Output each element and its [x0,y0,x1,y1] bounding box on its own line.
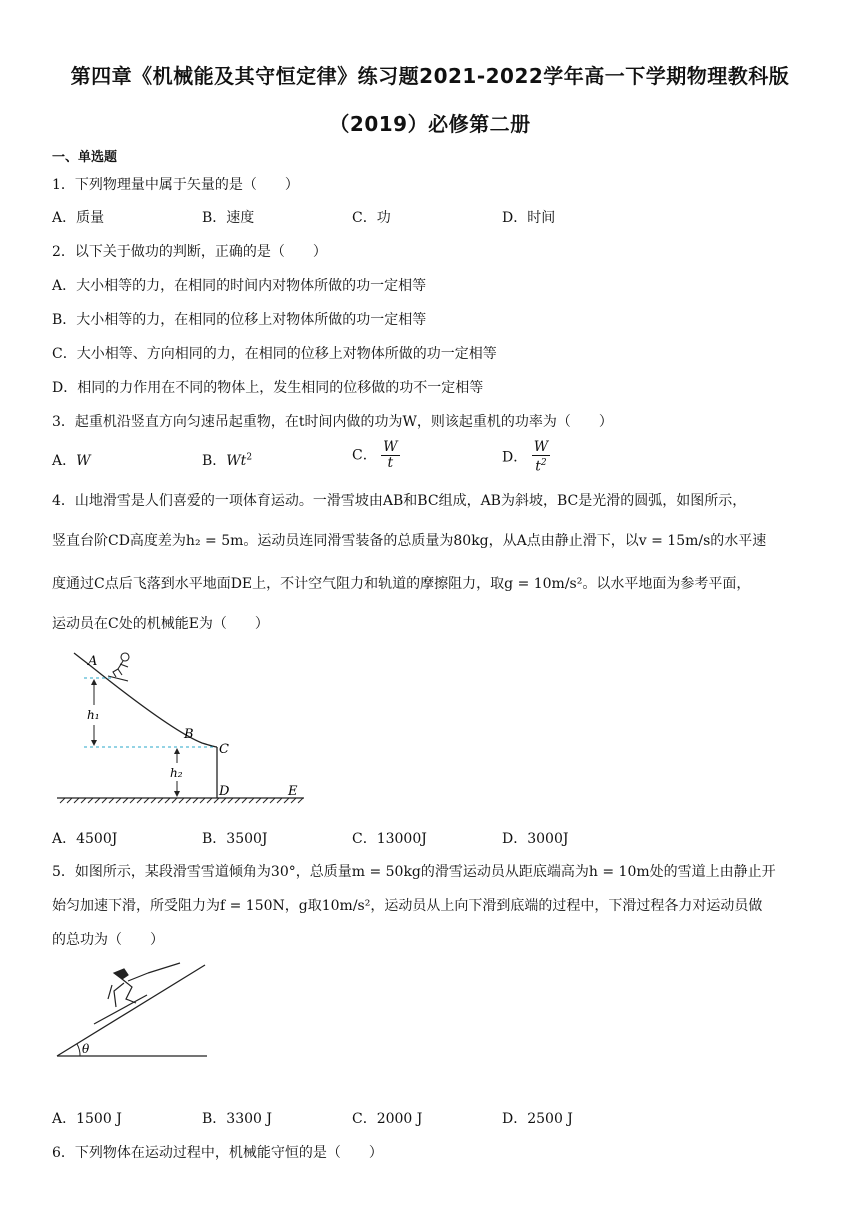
question-1-option-b: B．速度 [202,210,255,226]
question-3-option-b: B．Wt$^2$ [202,452,253,469]
document-title-line-1: 第四章《机械能及其守恒定律》练习题2021-2022学年高一下学期物理教科版 [70,64,790,88]
label-a: A [88,654,98,669]
skier-icon [108,653,129,681]
label-b: B [184,727,194,742]
question-3-stem: 3．起重机沿竖直方向匀速吊起重物，在t时间内做的功为W，则该起重机的功率为（ ） [52,414,613,430]
fraction-w-over-t: $\frac{W}{t}$ [383,439,398,471]
question-2-stem: 2．以下关于做功的判断，正确的是（ ） [52,244,327,260]
question-5-line-3: 的总功为（ ） [52,932,164,948]
fraction-w-over-t-squared: $\frac{W}{t^2}$ [533,439,549,475]
question-4-line-3: 度通过C点后飞落到水平地面DE上，不计空气阻力和轨道的摩擦阻力，取g = 10m/s²。以水平地面为参考平面， [52,576,751,592]
question-5-option-d: D．2500 J [502,1111,573,1127]
question-1-option-d: D．时间 [502,210,556,226]
angle-arc [77,1044,80,1056]
question-2-option-b: B．大小相等的力，在相同的位移上对物体所做的功一定相等 [52,312,427,328]
question-1-option-c: C．功 [352,210,391,226]
label-h2: h₂ [170,766,183,780]
question-3-option-a: A．W [52,453,91,469]
question-6-stem: 6．下列物体在运动过程中，机械能守恒的是（ ） [52,1145,383,1161]
question-2-option-d: D．相同的力作用在不同的物体上，发生相同的位移做的功不一定相等 [52,380,484,396]
section-heading: 一、单选题 [52,150,118,165]
question-4-line-1: 4．山地滑雪是人们喜爱的一项体育运动。一滑雪坡由AB和BC组成，AB为斜坡，BC是光滑的圆弧，如图所示， [52,493,747,509]
ski-incline-figure [52,955,212,1065]
label-e: E [288,784,298,799]
question-4-line-2: 竖直台阶CD高度差为h₂ = 5m。运动员连同滑雪装备的总质量为80kg，从A点由静止滑下，以v = 15m/s的水平速 [52,533,767,549]
ground-hatching [60,798,303,803]
question-5-option-c: C．2000 J [352,1111,423,1127]
label-theta: θ [82,1042,90,1056]
question-2-option-c: C．大小相等、方向相同的力，在相同的位移上对物体所做的功一定相等 [52,346,497,362]
incline-slope [57,965,205,1056]
question-1-option-a: A．质量 [52,210,105,226]
question-1-stem: 1．下列物理量中属于矢量的是（ ） [52,177,299,193]
question-5-option-a: A．1500 J [52,1111,122,1127]
question-5-line-2: 始匀加速下滑，所受阻力为f = 150N，g取10m/s²，运动员从上向下滑到底端的过程中，下滑过程各力对运动员做 [52,898,763,914]
question-4-option-c: C．13000J [352,831,427,847]
question-3-option-d: D． $\frac{W}{t^2}$ [502,439,549,475]
document-title-line-2: （2019）必修第二册 [329,112,531,136]
question-4-option-d: D．3000J [502,831,569,847]
question-5-option-b: B．3300 J [202,1111,272,1127]
question-4-option-a: A．4500J [52,831,118,847]
downhill-skier-icon [94,963,180,1024]
label-c: C [219,742,229,757]
question-5-line-1: 5．如图所示，某段滑雪雪道倾角为30°，总质量m = 50kg的滑雪运动员从距底端高为h = 10m处的雪道上由静止开 [52,864,776,880]
question-3-option-c: C． $\frac{W}{t}$ [352,439,398,471]
question-2-option-a: A．大小相等的力，在相同的时间内对物体所做的功一定相等 [52,278,427,294]
question-4-line-4: 运动员在C处的机械能E为（ ） [52,616,269,632]
label-d: D [219,784,230,799]
question-4-option-b: B．3500J [202,831,268,847]
label-h1: h₁ [87,708,100,722]
ski-slope-figure [52,645,312,815]
